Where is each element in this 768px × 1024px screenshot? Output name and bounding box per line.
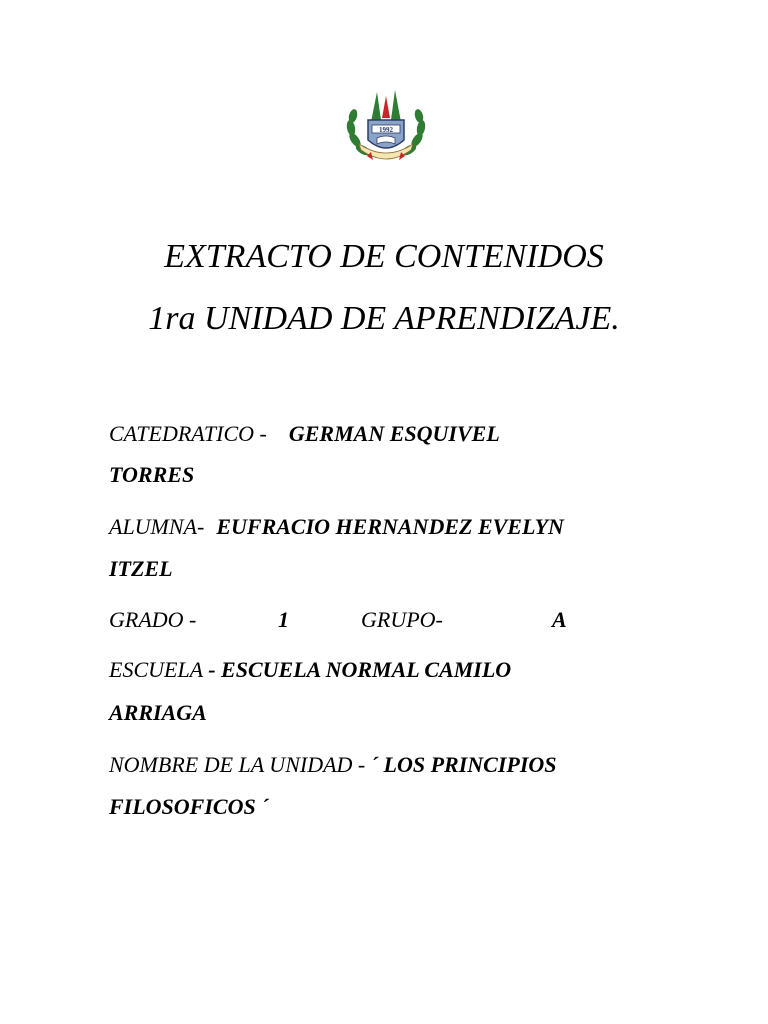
unidad-value-cont: FILOSOFICOS ´ [109,794,269,819]
catedratico-field-cont [109,461,669,488]
catedratico-label: CATEDRATICO - [109,421,267,446]
escuela-field [109,656,669,683]
escuela-separator: - [208,657,216,682]
grado-label: GRADO - [109,607,197,632]
unidad-value: ´ LOS PRINCIPIOS [370,752,557,777]
grado-value: 1 [278,607,289,632]
catedratico-value-cont: TORRES [109,462,195,487]
crest-year: 1992 [379,126,393,134]
escuela-value: ESCUELA NORMAL CAMILO [221,657,512,682]
grado-grupo-field [109,606,669,633]
escuela-label: ESCUELA [109,657,203,682]
document-title: EXTRACTO DE CONTENIDOS [164,238,604,275]
alumna-label: ALUMNA- [109,514,205,539]
escuela-value-cont: ARRIAGA [109,700,207,725]
alumna-field [109,513,669,540]
grupo-label: GRUPO- [361,607,443,632]
unidad-label: NOMBRE DE LA UNIDAD - [109,752,366,777]
escuela-field-cont [109,699,669,726]
alumna-value: EUFRACIO HERNANDEZ EVELYN [216,514,564,539]
document-subtitle: 1ra UNIDAD DE APRENDIZAJE. [148,300,620,337]
catedratico-value: GERMAN ESQUIVEL [288,421,500,446]
unidad-field [109,751,669,778]
school-crest-icon [341,82,431,172]
catedratico-field [109,420,669,447]
grupo-value: A [552,607,567,632]
alumna-value-cont: ITZEL [109,556,173,581]
alumna-field-cont [109,555,669,582]
unidad-field-cont [109,793,669,820]
